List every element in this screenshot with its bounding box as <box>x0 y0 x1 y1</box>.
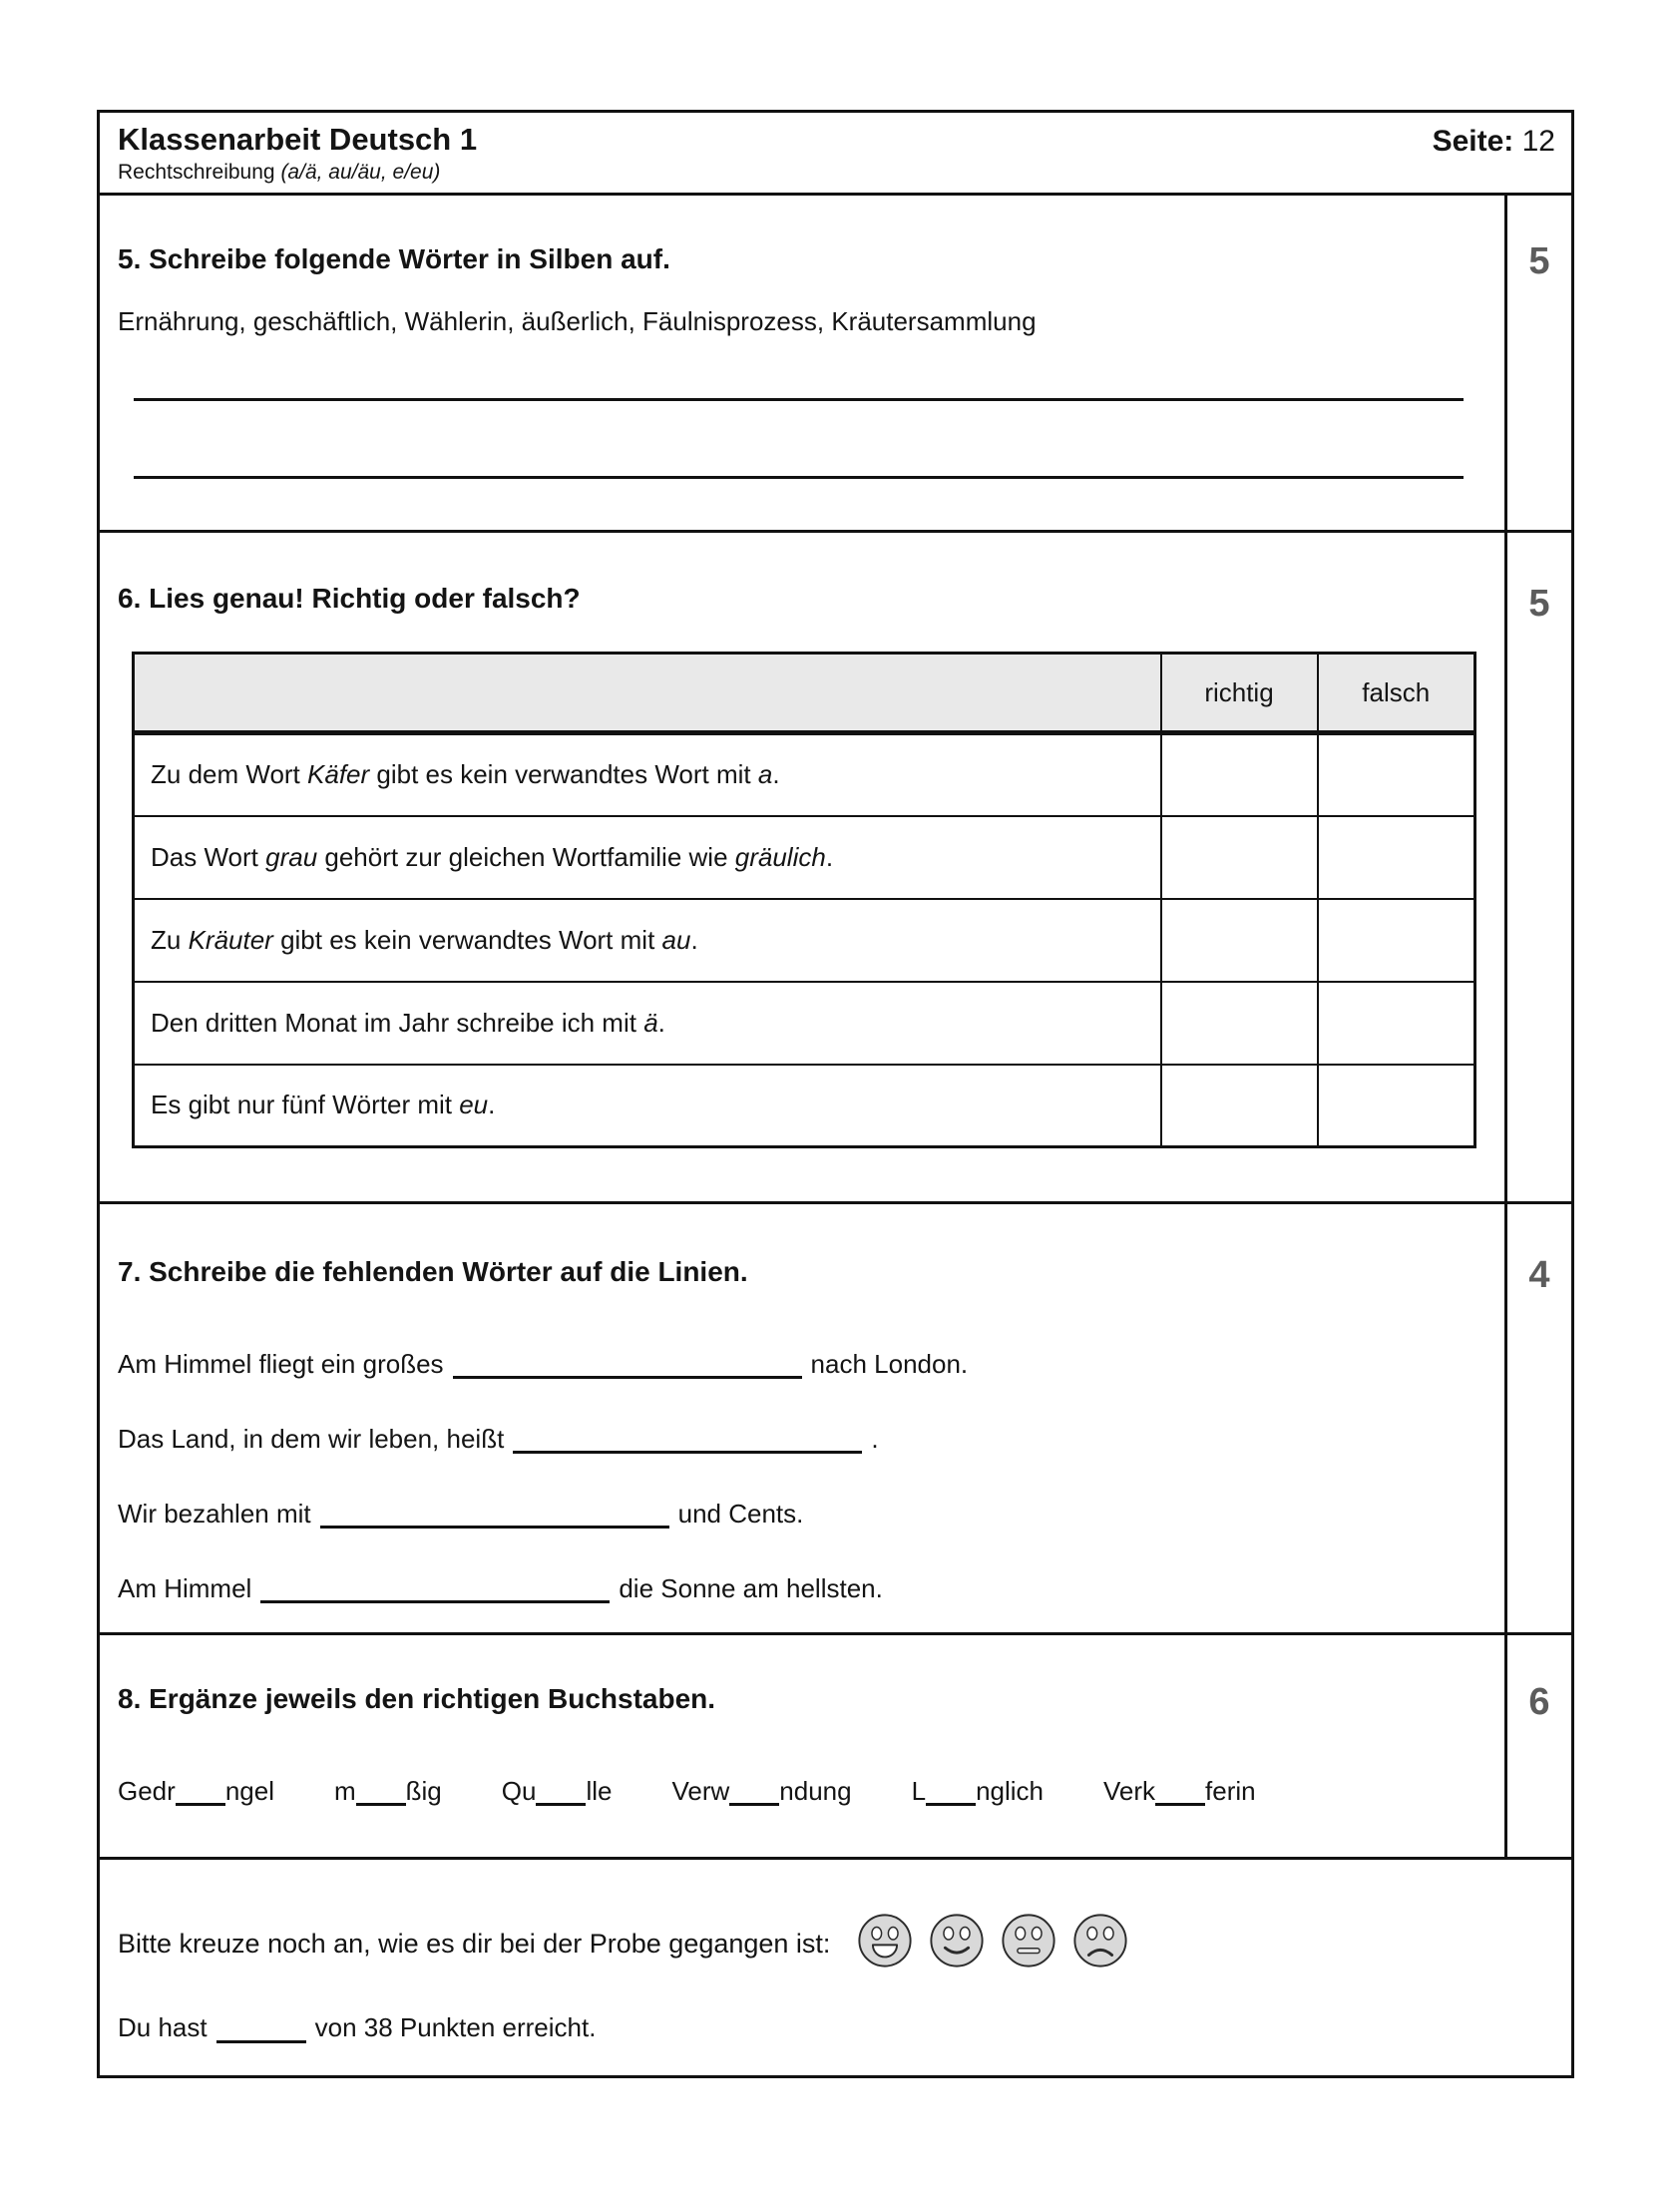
subtitle-regular: Rechtschreibung <box>118 161 281 184</box>
worksheet-title: Klassenarbeit Deutsch 1 <box>118 122 478 157</box>
italic-text: Käfer <box>307 759 370 790</box>
letter-gap-word <box>502 1776 613 1806</box>
worksheet-page <box>97 110 1574 2078</box>
sentence-after-text: . <box>871 1424 879 1454</box>
richtig-checkbox-cell[interactable] <box>1161 982 1318 1065</box>
sentence-before-text: Das Land, in dem wir leben, heißt <box>118 1424 505 1454</box>
falsch-checkbox-cell[interactable] <box>1318 733 1475 816</box>
statement-cell <box>134 733 1161 816</box>
falsch-checkbox-cell[interactable] <box>1318 982 1475 1065</box>
falsch-checkbox-cell[interactable] <box>1318 816 1475 899</box>
section-7 <box>100 1201 1571 1632</box>
section-7-sentences <box>118 1349 1478 1603</box>
letter-gap-word <box>334 1776 442 1806</box>
fill-in-sentence <box>118 1424 1478 1454</box>
page-label: Seite: <box>1432 125 1514 158</box>
score-row <box>118 2012 1545 2043</box>
fill-in-sentence <box>118 1349 1478 1379</box>
italic-text: Kräuter <box>188 924 273 955</box>
section-7-heading: 7. Schreibe die fehlenden Wörter auf die Linien. <box>118 1256 748 1287</box>
plain-text: . <box>488 1090 496 1120</box>
plain-text: gibt es kein verwandtes Wort mit <box>369 759 758 790</box>
section-5-heading: 5. Schreibe folgende Wörter in Silben auf. <box>118 243 670 274</box>
neutral-face-icon[interactable] <box>1000 1912 1057 1976</box>
section-8-heading: 8. Ergänze jeweils den richtigen Buchstaben. <box>118 1683 716 1714</box>
word-prefix: Verw <box>671 1776 730 1806</box>
falsch-checkbox-cell[interactable] <box>1318 899 1475 982</box>
plain-text: . <box>657 1007 665 1038</box>
smiley-row <box>856 1912 1129 1976</box>
table-row <box>134 982 1475 1065</box>
word-suffix: nglich <box>976 1776 1044 1806</box>
richtig-checkbox-cell[interactable] <box>1161 816 1318 899</box>
word-suffix: ndung <box>779 1776 852 1806</box>
word-prefix: L <box>911 1776 927 1806</box>
section-5-points: 5 <box>1504 196 1571 530</box>
section-7-points: 4 <box>1504 1204 1571 1632</box>
fill-in-blank[interactable] <box>513 1428 862 1454</box>
plain-text: . <box>690 924 698 955</box>
word-prefix: Qu <box>501 1776 537 1806</box>
plain-text: gibt es kein verwandtes Wort mit <box>272 924 662 955</box>
plain-text: Zu dem Wort <box>151 759 308 790</box>
italic-text: eu <box>459 1090 489 1120</box>
table-row <box>134 899 1475 982</box>
word-suffix: ngel <box>224 1776 274 1806</box>
section-6-points: 5 <box>1504 533 1571 1201</box>
letter-gap-word <box>912 1776 1044 1806</box>
word-prefix: Gedr <box>118 1776 176 1806</box>
score-text-after: von 38 Punkten erreicht. <box>314 2012 597 2042</box>
sentence-after-text: und Cents. <box>677 1499 804 1529</box>
answer-line-2[interactable] <box>134 476 1464 479</box>
word-suffix: ferin <box>1205 1776 1256 1806</box>
fill-in-blank[interactable] <box>453 1353 802 1379</box>
richtig-checkbox-cell[interactable] <box>1161 1065 1318 1147</box>
letter-blank[interactable] <box>1155 1784 1205 1806</box>
section-5-word-list: Ernährung, geschäftlich, Wählerin, äußerlich, Fäulnisprozess, Kräutersammlung <box>118 306 1037 336</box>
italic-text: a <box>757 759 773 790</box>
empty-header-cell <box>134 654 1161 733</box>
word-suffix: lle <box>586 1776 613 1806</box>
falsch-checkbox-cell[interactable] <box>1318 1065 1475 1147</box>
table-header-row <box>134 654 1475 733</box>
letter-blank[interactable] <box>729 1784 779 1806</box>
richtig-checkbox-cell[interactable] <box>1161 733 1318 816</box>
sentence-before-text: Am Himmel <box>118 1573 252 1603</box>
worksheet-header <box>100 113 1571 196</box>
word-prefix: Verk <box>1103 1776 1156 1806</box>
letter-blank[interactable] <box>176 1784 225 1806</box>
fill-in-blank[interactable] <box>260 1577 610 1603</box>
sentence-before-text: Wir bezahlen mit <box>118 1499 311 1529</box>
true-false-table-body <box>134 733 1475 1147</box>
column-header-richtig: richtig <box>1161 654 1318 733</box>
italic-text: ä <box>643 1007 658 1038</box>
sentence-before-text: Am Himmel fliegt ein großes <box>118 1349 444 1379</box>
header-title-block <box>118 122 477 193</box>
feedback-prompt-row <box>118 1860 1545 1976</box>
table-row <box>134 733 1475 816</box>
word-prefix: m <box>333 1776 356 1806</box>
section-8-points: 6 <box>1504 1635 1571 1857</box>
statement-cell <box>134 816 1161 899</box>
plain-text: Zu <box>151 924 189 955</box>
section-8 <box>100 1632 1571 1857</box>
fill-in-sentence <box>118 1573 1478 1603</box>
fill-in-blank[interactable] <box>320 1503 669 1529</box>
plain-text: gehört zur gleichen Wortfamilie wie <box>317 841 735 872</box>
section-8-words <box>118 1776 1478 1806</box>
smiling-face-icon[interactable] <box>928 1912 986 1976</box>
true-false-table <box>132 652 1476 1148</box>
frowning-face-icon[interactable] <box>1071 1912 1129 1976</box>
sentence-after-text: nach London. <box>810 1349 969 1379</box>
plain-text: Das Wort <box>151 841 266 872</box>
answer-line-1[interactable] <box>134 398 1464 401</box>
statement-cell <box>134 982 1161 1065</box>
feedback-section <box>100 1857 1571 2075</box>
laughing-face-icon[interactable] <box>856 1912 914 1976</box>
score-text-before: Du hast <box>118 2012 208 2042</box>
word-suffix: ßig <box>405 1776 442 1806</box>
page-indicator <box>1433 122 1555 193</box>
italic-text: au <box>661 924 691 955</box>
section-5 <box>100 196 1571 530</box>
statement-cell <box>134 899 1161 982</box>
plain-text: Den dritten Monat im Jahr schreibe ich mit <box>151 1007 644 1038</box>
feedback-prompt: Bitte kreuze noch an, wie es dir bei der Probe gegangen ist: <box>118 1929 831 1959</box>
table-row <box>134 816 1475 899</box>
letter-gap-word <box>118 1776 274 1806</box>
letter-gap-word <box>671 1776 851 1806</box>
page-number: 12 <box>1521 125 1555 158</box>
italic-text: gräulich <box>734 841 826 872</box>
plain-text: . <box>772 759 780 790</box>
section-6 <box>100 530 1571 1201</box>
letter-blank[interactable] <box>926 1784 976 1806</box>
plain-text: Es gibt nur fünf Wörter mit <box>151 1090 460 1120</box>
worksheet-subtitle <box>118 160 477 186</box>
statement-cell <box>134 1065 1161 1147</box>
richtig-checkbox-cell[interactable] <box>1161 899 1318 982</box>
letter-blank[interactable] <box>356 1784 406 1806</box>
letter-blank[interactable] <box>536 1784 586 1806</box>
italic-text: grau <box>265 841 318 872</box>
subtitle-italic: (a/ä, au/äu, e/eu) <box>280 161 441 184</box>
sentence-after-text: die Sonne am hellsten. <box>619 1573 883 1603</box>
score-blank[interactable] <box>216 2019 306 2043</box>
plain-text: . <box>825 841 834 872</box>
section-6-heading: 6. Lies genau! Richtig oder falsch? <box>118 583 581 614</box>
table-row <box>134 1065 1475 1147</box>
column-header-falsch: falsch <box>1318 654 1475 733</box>
fill-in-sentence <box>118 1499 1478 1529</box>
letter-gap-word <box>1103 1776 1256 1806</box>
